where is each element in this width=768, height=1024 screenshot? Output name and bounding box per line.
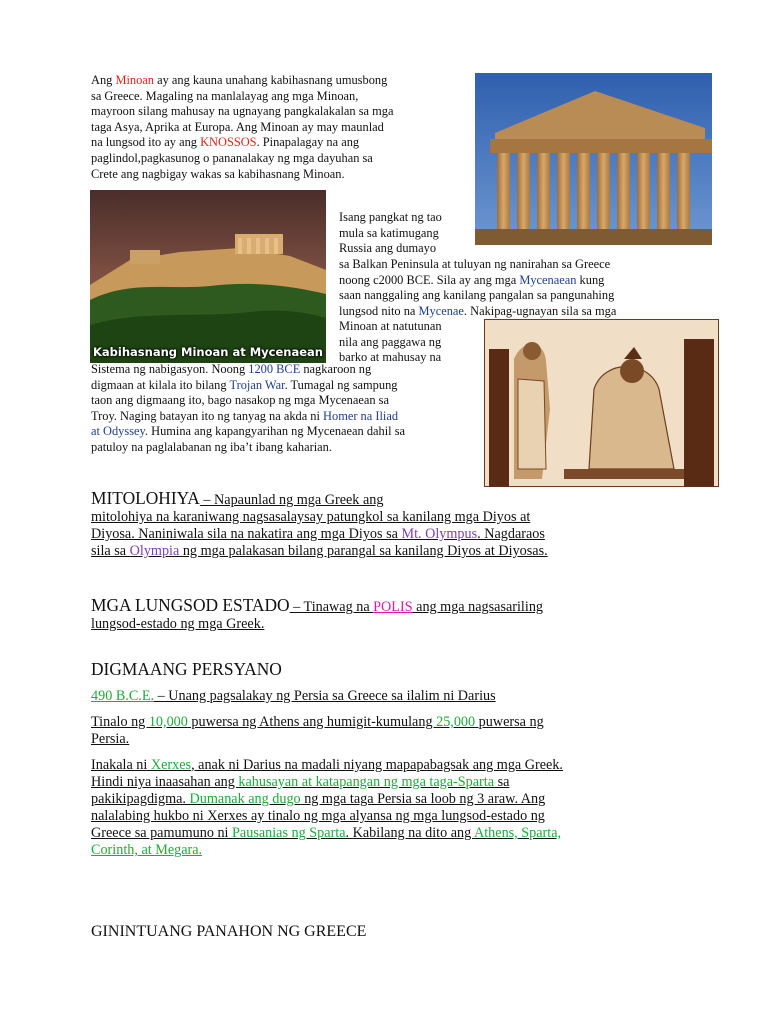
myc-line xyxy=(91,424,481,440)
myc-line: saan nanggaling ang kanilang pangalan sa pangunahing xyxy=(339,288,615,303)
persyano-line xyxy=(91,757,711,774)
parthenon-illustration xyxy=(475,73,712,245)
golden-age-heading: GININTUANG PANAHON NG GREECE xyxy=(91,923,367,940)
myc-line xyxy=(91,378,481,394)
xerxes-term: Xerxes xyxy=(150,757,192,773)
mito-line xyxy=(91,488,711,509)
trojan-war-term: Trojan War xyxy=(229,377,285,392)
text: Diyosa. Naniniwala sila na nakatira ang mga Diyos sa xyxy=(91,526,402,542)
text: . Tumagal ng sampung xyxy=(284,377,398,392)
intro-line: Crete ang nagbigay wakas sa kabihasnang Minoan. xyxy=(91,166,345,181)
persyano-line: Persia. xyxy=(91,731,130,747)
intro-line: sa Greece. Magaling na manlalayag ang mga Minoan, xyxy=(91,88,359,103)
text: . Nagdaraos xyxy=(477,526,545,542)
persyano-line-1 xyxy=(91,688,711,705)
persyano-line xyxy=(91,825,711,842)
text: Tinalo ng xyxy=(91,714,149,730)
text: pakikipagdigma. xyxy=(91,791,190,807)
greek-painting-photo xyxy=(484,319,719,487)
persyano-line: Corinth, at Megara. xyxy=(91,842,203,858)
myc-line: barko at mahusay na xyxy=(339,350,442,365)
text: Greece sa pamumuno ni xyxy=(91,825,233,841)
parthenon-photo xyxy=(475,73,712,245)
text: digmaan at kilala ito bilang xyxy=(91,377,230,392)
mycenae-term: Mycenae xyxy=(418,303,464,318)
mycenaean-war-paragraph xyxy=(91,362,481,456)
intro-line xyxy=(91,135,471,151)
text: Sistema ng nabigasyon. Noong xyxy=(91,362,249,376)
persyano-line xyxy=(91,791,711,808)
polis-term: POLIS xyxy=(373,599,413,615)
mito-line: mitolohiya na karaniwang nagsasalaysay patungkol sa kanilang mga Diyos at xyxy=(91,509,531,525)
acropolis-photo xyxy=(90,190,326,363)
text: lungsod nito na xyxy=(339,303,419,318)
text: ng mga palakasan bilang parangal sa kanilang Diyos at Diyosas. xyxy=(182,543,548,559)
intro-line: mayroon silang mahusay na ugnayang pangkalakalan sa mga xyxy=(91,104,394,119)
homer-term: Homer na Iliad xyxy=(323,408,399,423)
text: – Napaunlad ng mga Greek ang xyxy=(199,492,384,508)
myc-line: patuloy na paglalabanan ng iba’t ibang kaharian. xyxy=(91,439,332,454)
mycenaean-intro-lines xyxy=(339,210,479,257)
myc-line: Russia ang dumayo xyxy=(339,241,437,256)
mycenaean-paragraph xyxy=(339,257,719,319)
myc-line xyxy=(339,304,719,320)
intro-line: paglindol,pagkasunog o pananalakay ng mga dayuhan sa xyxy=(91,150,373,165)
persyano-paragraph-3 xyxy=(91,757,711,859)
section-heading: MITOLOHIYA xyxy=(91,488,200,508)
text: . Pinapalagay na ang xyxy=(256,135,360,150)
text: Ang xyxy=(91,73,116,87)
persyano-line: nalalabing hukbo ni Xerxes ay tinalo ng mga alyansa ng mga lungsod-estado ng xyxy=(91,808,545,824)
date-term: 1200 BCE xyxy=(248,362,301,376)
text: nagkaroon ng xyxy=(300,362,372,376)
text: , anak ni Darius na madali niyang mapapabagsak ang mga Greek. xyxy=(191,757,563,773)
intro-line: taga Asya, Aprika at Europa. Ang Minoan ay may maunlad xyxy=(91,119,384,134)
text: . Kabilang na dito ang xyxy=(345,825,474,841)
myc-line: mula sa katimugang xyxy=(339,225,439,240)
lungsod-line xyxy=(91,595,711,616)
myc-line xyxy=(339,273,719,289)
knossos-term: KNOSSOS xyxy=(200,135,257,150)
olympia-term: Olympia xyxy=(129,543,183,559)
text: Hindi niya inaasahan ang xyxy=(91,774,239,790)
olympus-term: Mt. Olympus xyxy=(401,526,478,542)
intro-line xyxy=(91,73,471,89)
text: puwersa ng Athens ang humigit-kumulang xyxy=(187,714,437,730)
highlight-term: Dumanak ang dugo xyxy=(189,791,301,807)
city-list-term: Athens, Sparta, xyxy=(473,825,562,841)
persyano-heading: DIGMAANG PERSYANO xyxy=(91,659,282,679)
text: – Tinawag na xyxy=(289,599,374,615)
mito-line xyxy=(91,543,711,560)
lungsod-line: lungsod-estado ng mga Greek. xyxy=(91,616,265,632)
number-term: 25,000 xyxy=(436,714,476,730)
text: sa xyxy=(494,774,510,790)
acropolis-caption: Kabihasnang Minoan at Mycenaean xyxy=(93,345,323,359)
myc-line: Minoan at natutunan xyxy=(339,319,442,333)
myc-line: sa Balkan Peninsula at tuluyan ng nanirahan sa Greece xyxy=(339,257,611,271)
mitolohiya-section xyxy=(91,488,711,560)
intro-paragraph xyxy=(91,73,471,182)
text: . Nakipag-ugnayan sila sa mga xyxy=(463,303,617,318)
acropolis-illustration xyxy=(90,190,326,363)
myc-line: nila ang paggawa ng xyxy=(339,334,442,349)
persyano-line xyxy=(91,774,711,791)
text: kung xyxy=(576,272,605,287)
lungsod-section xyxy=(91,595,711,633)
number-term: 10,000 xyxy=(148,714,188,730)
text: noong c2000 BCE. Sila ay ang mga xyxy=(339,272,520,287)
minoan-term: Minoan xyxy=(115,73,154,87)
highlight-term: kahusayan at katapangan ng mga taga-Sparta xyxy=(238,774,495,790)
text: . Humina ang kapangyarihan ng Mycenaean dahil sa xyxy=(144,424,406,439)
text: sila sa xyxy=(91,543,130,559)
mito-line xyxy=(91,526,711,543)
date-term: 490 B.C.E. xyxy=(91,688,155,704)
text: puwersa ng xyxy=(475,714,544,730)
mycenaean-narrow-lines xyxy=(339,319,479,366)
painting-illustration xyxy=(484,319,719,487)
section-heading: MGA LUNGSOD ESTADO xyxy=(91,595,290,615)
text: – Unang pagsalakay ng Persia sa Greece sa ilalim ni Darius xyxy=(154,688,496,704)
myc-line: Isang pangkat ng tao xyxy=(339,210,442,224)
odyssey-term: at Odyssey xyxy=(91,424,145,439)
text: ay ang kauna unahang kabihasnang umusbong xyxy=(153,73,388,87)
text: ang mga nagsasariling xyxy=(412,599,544,615)
text: ng mga taga Persia sa loob ng 3 araw. Ang xyxy=(300,791,546,807)
text: Troy. Naging batayan ito ng tanyag na akda ni xyxy=(91,408,324,423)
myc-line: taon ang digmaang ito, bago nasakop ng mga Mycenaean sa xyxy=(91,393,389,408)
text: Inakala ni xyxy=(91,757,151,773)
myc-line xyxy=(91,362,481,378)
myc-line xyxy=(91,409,481,425)
persyano-paragraph-2 xyxy=(91,714,711,748)
persyano-line xyxy=(91,714,711,731)
mycenaean-term: Mycenaean xyxy=(519,272,577,287)
pausanias-term: Pausanias ng Sparta xyxy=(232,825,346,841)
text: na lungsod ito ay ang xyxy=(91,135,201,150)
